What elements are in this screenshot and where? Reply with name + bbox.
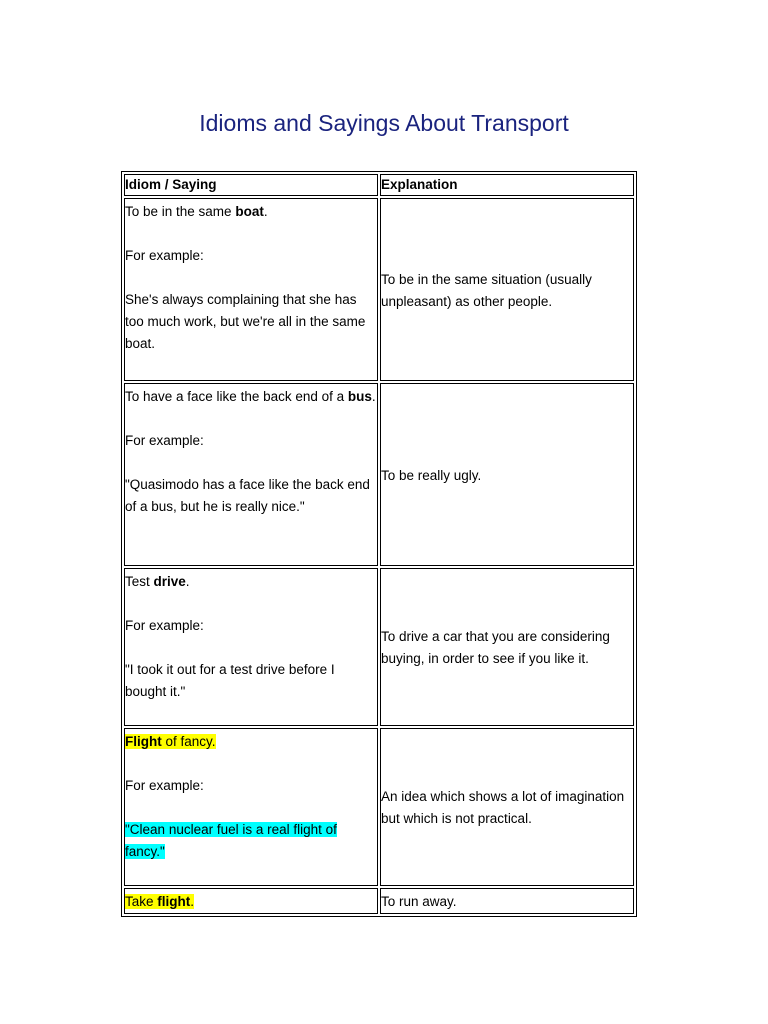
idiom-text: To be in the same boat.	[125, 204, 268, 219]
idioms-table	[121, 171, 637, 917]
explanation-cell: To be really ugly.	[380, 383, 634, 566]
explanation-cell: To drive a car that you are considering buying, in order to see if you like it.	[380, 568, 634, 726]
header-explanation: Explanation	[380, 174, 634, 196]
idiom-cell	[124, 383, 378, 566]
explanation-cell: To be in the same situation (usually unpleasant) as other people.	[380, 198, 634, 381]
example-text: "Clean nuclear fuel is a real flight of fancy."	[125, 822, 337, 859]
example-label: For example:	[125, 248, 204, 263]
table-row	[124, 568, 634, 726]
idiom-cell	[124, 728, 378, 886]
idiom-cell	[124, 198, 378, 381]
example-label: For example:	[125, 433, 204, 448]
idiom-cell	[124, 568, 378, 726]
page-title: Idioms and Sayings About Transport	[199, 110, 569, 136]
example-text: "I took it out for a test drive before I bought it."	[125, 662, 335, 699]
idiom-text: Flight of fancy.	[125, 734, 216, 749]
example-text: She's always complaining that she has too much work, but we're all in the same boat.	[125, 292, 366, 351]
table-row	[124, 383, 634, 566]
idiom-text: Test drive.	[125, 574, 190, 589]
example-label: For example:	[125, 618, 204, 633]
explanation-cell: To run away.	[380, 888, 634, 914]
table-row	[124, 888, 634, 914]
idiom-text: Take flight.	[125, 894, 195, 909]
table-row	[124, 728, 634, 886]
idiom-text: To have a face like the back end of a bus.	[125, 389, 376, 404]
table-header-row	[124, 174, 634, 196]
table-row	[124, 198, 634, 381]
header-idiom: Idiom / Saying	[124, 174, 378, 196]
idiom-cell	[124, 888, 378, 914]
explanation-cell: An idea which shows a lot of imagination but which is not practical.	[380, 728, 634, 886]
example-label: For example:	[125, 778, 204, 793]
example-text: "Quasimodo has a face like the back end of a bus, but he is really nice."	[125, 477, 370, 514]
